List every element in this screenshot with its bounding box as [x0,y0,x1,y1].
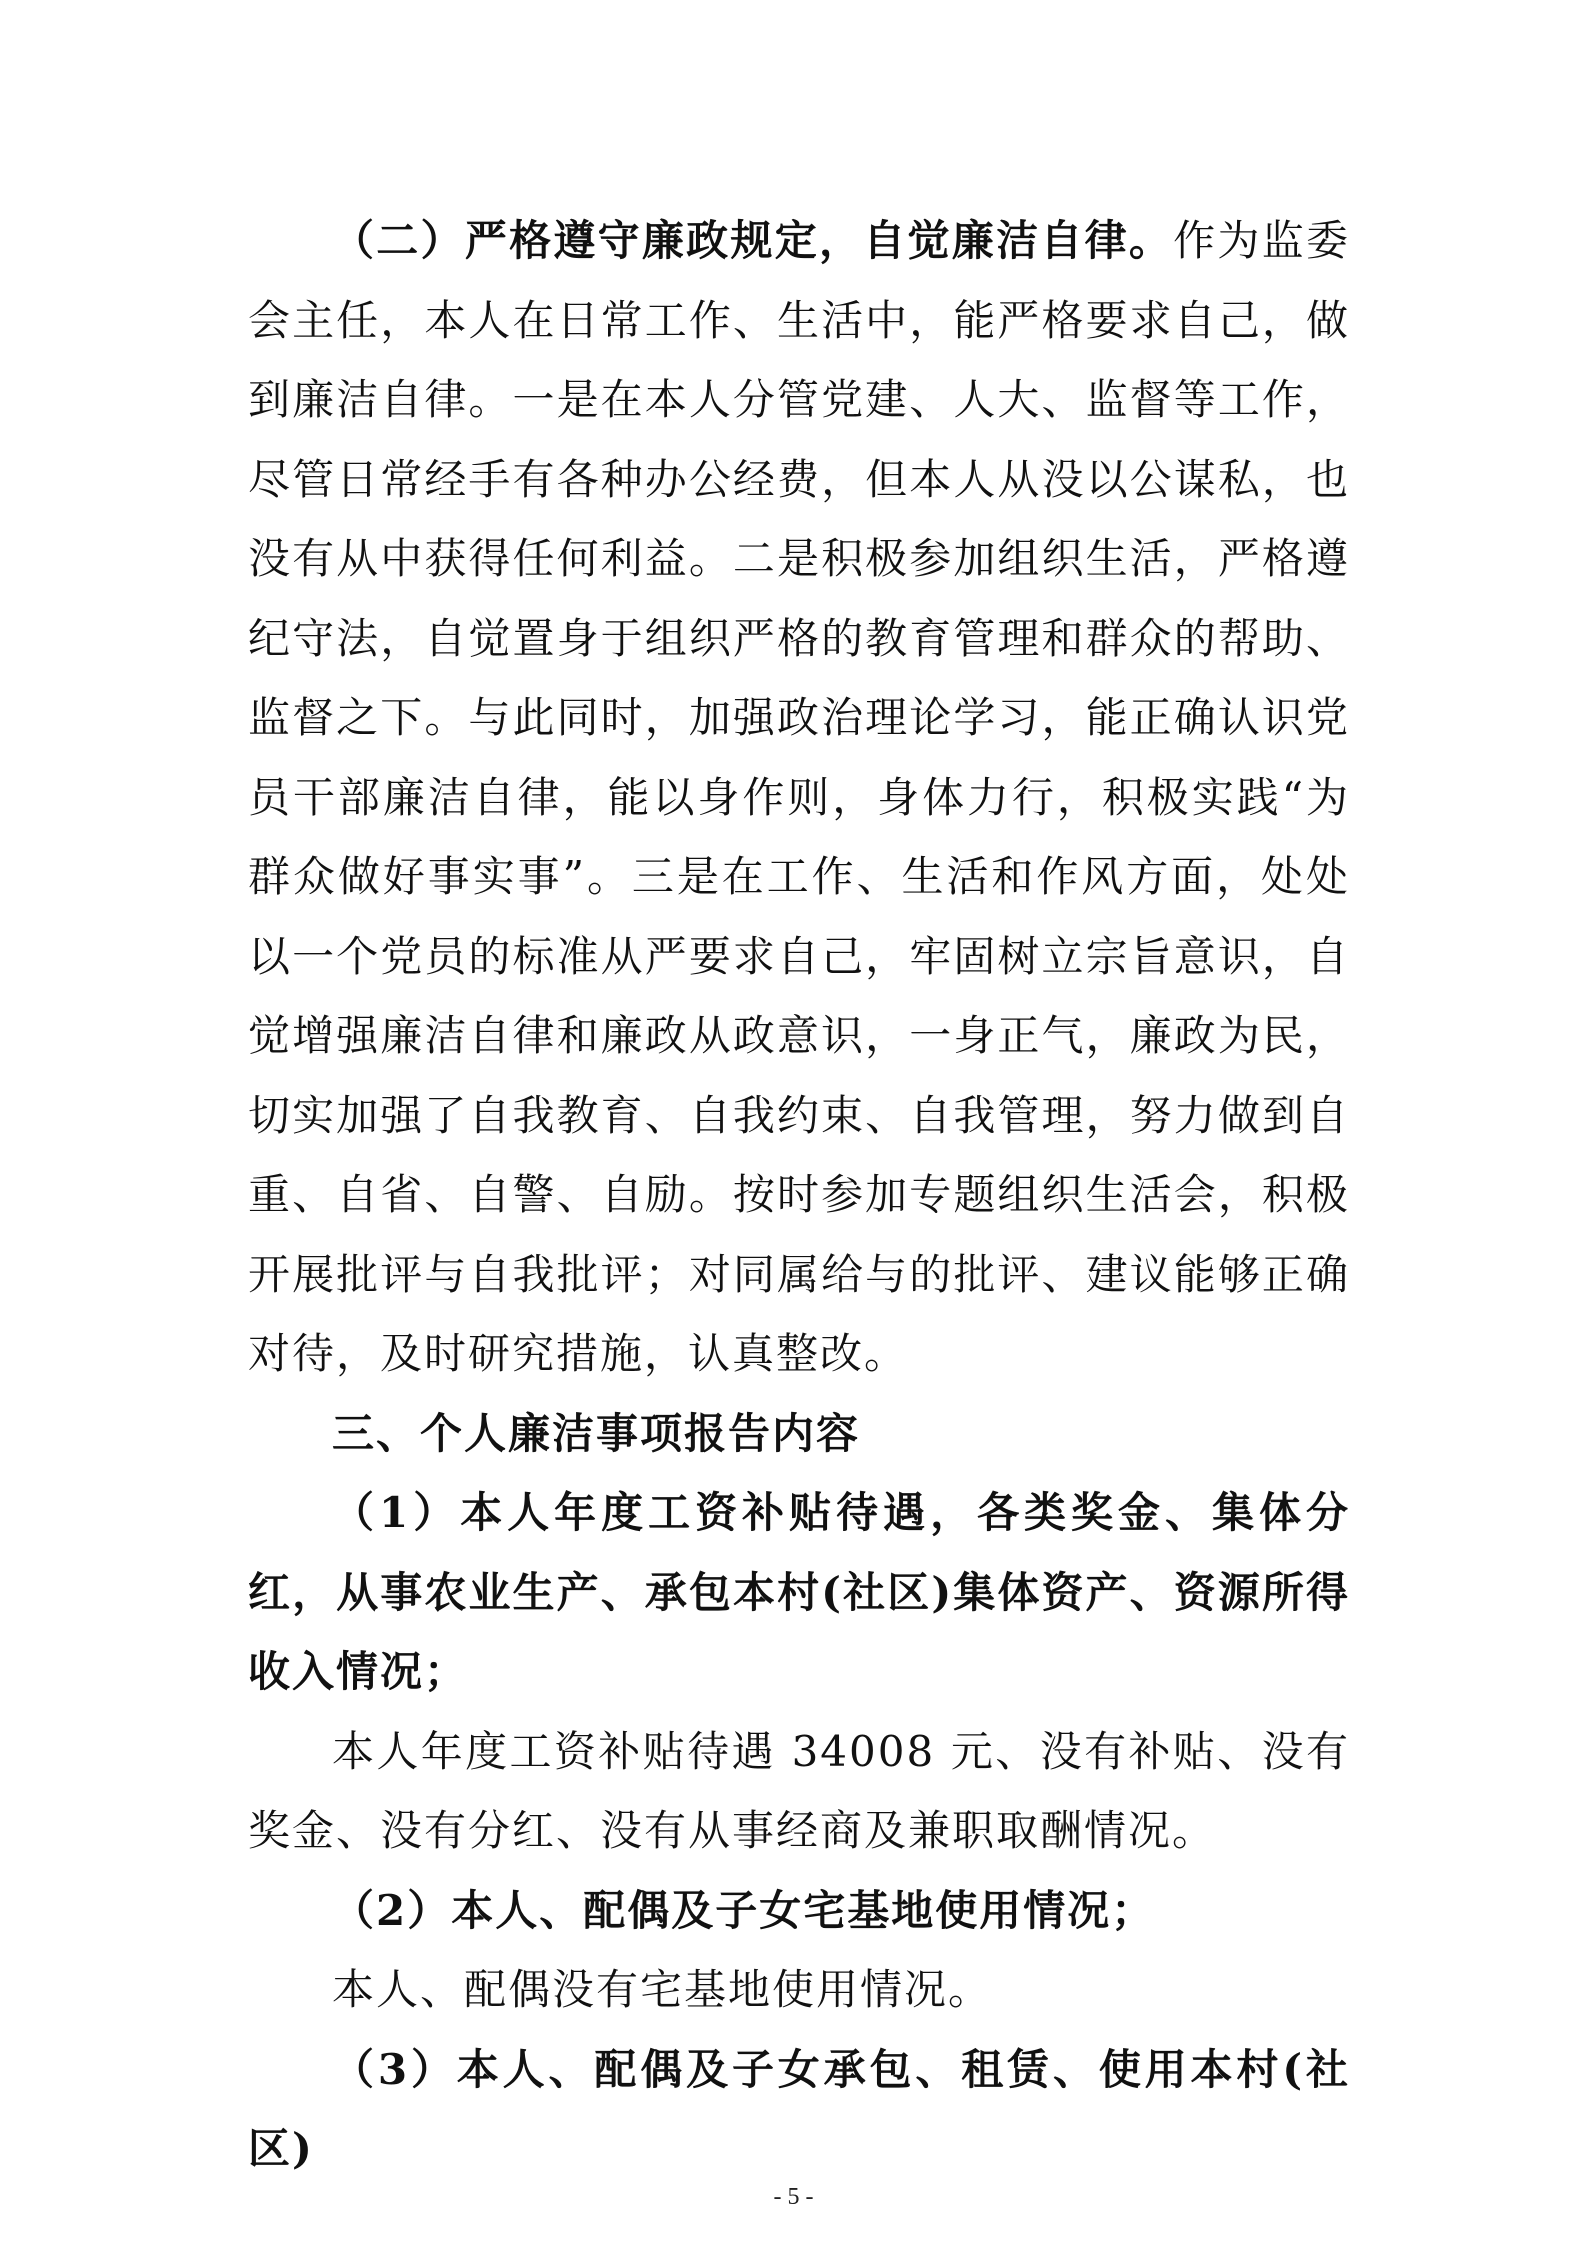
paragraph-integrity [248,201,1350,1394]
paragraph-text: 作为监委会主任，本人在日常工作、生活中，能严格要求自己，做到廉洁自律。一是在本人分管党建、人大、监督等工作，尽管日常经手有各种办公经费，但本人从没以公谋私，也没有从中获得任何利益。二是积极参加组织生活，严格遵纪守法，自觉置身于组织严格的教育管理和群众的帮助、监督之下。与此同时，加强政治理论学习，能正确认识党员干部廉洁自律，能以身作则，身体力行，积极实践“为群众做好事实事”。三是在工作、生活和作风方面，处处以一个党员的标准从严要求自己，牢固树立宗旨意识，自觉增强廉洁自律和廉政从政意识，一身正气，廉政为民，切实加强了自我教育、自我约束、自我管理，努力做到自重、自省、自警、自励。按时参加专题组织生活会，积极开展批评与自我批评；对同属给与的批评、建议能够正确对待，及时研究措施，认真整改。 [248,216,1350,1378]
paragraph-heading: （二）严格遵守廉政规定，自觉廉洁自律。 [332,216,1174,265]
item-body-2: 本人、配偶没有宅基地使用情况。 [332,1965,993,2014]
item-body-1: 本人年度工资补贴待遇 34008 元、没有补贴、没有奖金、没有分红、没有从事经商及兼职取酬情况。 [248,1726,1350,1855]
item-heading-3: （3）本人、配偶及子女承包、租赁、使用本村(社区) [248,2044,1350,2173]
document-body [248,201,1350,2189]
section-heading: 三、个人廉洁事项报告内容 [332,1408,861,1458]
page-number: - 5 - [773,2184,814,2210]
item-heading-1: （1）本人年度工资补贴待遇，各类奖金、集体分红，从事农业生产、承包本村(社区)集体资产、资源所得收入情况； [248,1488,1350,1696]
item-heading-2: （2）本人、配偶及子女宅基地使用情况； [332,1885,1156,1935]
